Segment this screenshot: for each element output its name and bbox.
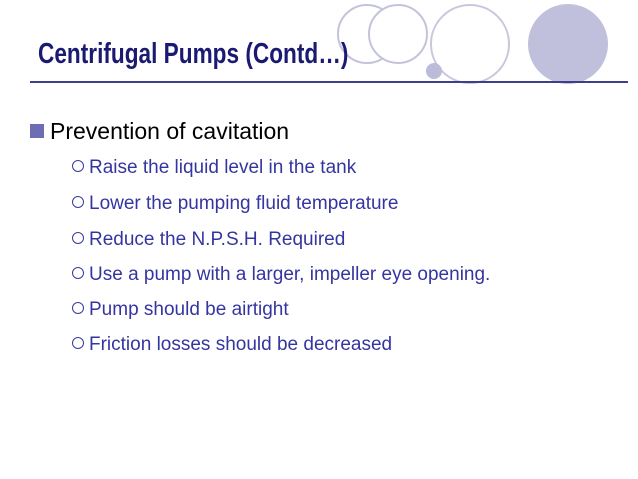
ring-bullet-icon: [72, 302, 84, 314]
sub-bullet-text: Reduce the N.P.S.H. Required: [89, 229, 346, 250]
bullet-item: [30, 118, 289, 145]
sub-bullet-text: Friction losses should be decreased: [89, 334, 393, 355]
decor-circle-filled-tiny: [426, 63, 442, 79]
ring-bullet-icon: [72, 267, 84, 279]
sub-bullet-item: [72, 299, 289, 321]
decor-circle-outline-small-right: [368, 4, 428, 64]
ring-bullet-icon: [72, 337, 84, 349]
sub-bullet-text: Pump should be airtight: [89, 299, 289, 320]
decor-circle-outline-large: [430, 4, 510, 84]
decor-circle-filled-large: [528, 4, 608, 84]
slide-title: Centrifugal Pumps (Contd…): [38, 38, 349, 70]
sub-bullet-item: [72, 334, 392, 356]
sub-bullet-text: Lower the pumping fluid temperature: [89, 193, 399, 214]
sub-bullet-item: [72, 193, 398, 215]
ring-bullet-icon: [72, 232, 84, 244]
ring-bullet-icon: [72, 196, 84, 208]
bullet-text: Prevention of cavitation: [50, 118, 290, 144]
sub-bullet-item: [72, 264, 490, 286]
sub-bullet-text: Raise the liquid level in the tank: [89, 157, 357, 178]
square-bullet-icon: [30, 124, 44, 138]
sub-bullet-text: Use a pump with a larger, impeller eye opening.: [89, 264, 491, 285]
sub-bullet-item: [72, 157, 356, 179]
title-underline: [30, 81, 628, 83]
ring-bullet-icon: [72, 160, 84, 172]
sub-bullet-item: [72, 229, 345, 251]
